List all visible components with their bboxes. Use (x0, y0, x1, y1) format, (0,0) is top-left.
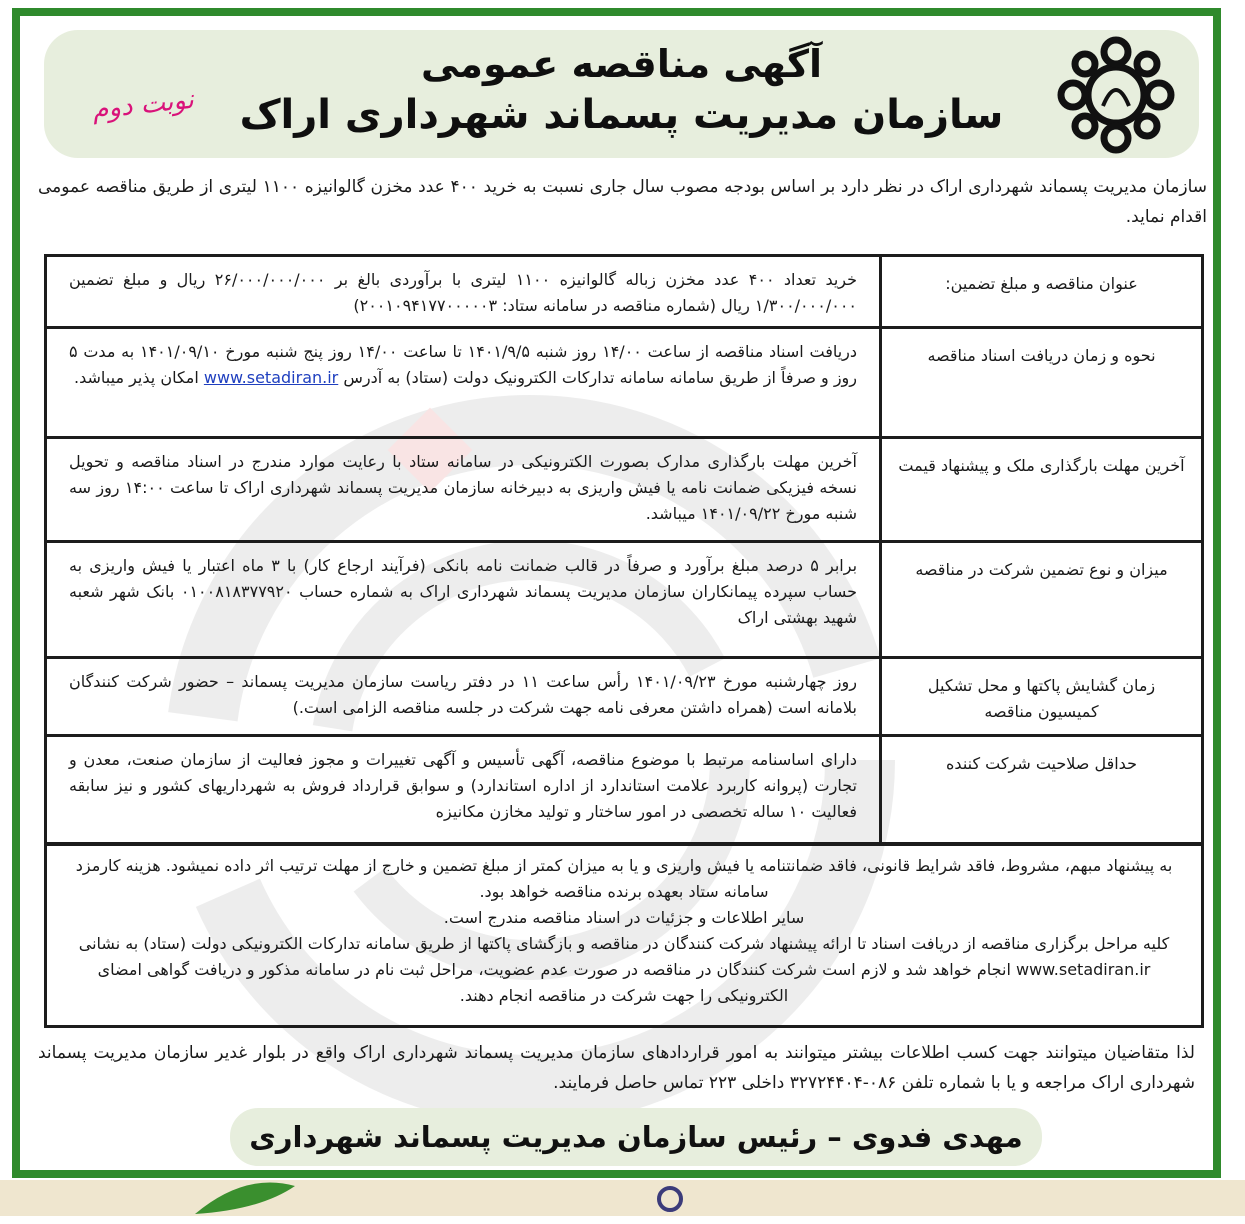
table-row (47, 439, 1201, 543)
row-value: روز چهارشنبه مورخ ۱۴۰۱/۰۹/۲۳ رأس ساعت ۱۱ در دفتر ریاست سازمان مدیریت پسماند – حضور شرکت کنندگان بلامانه است (همراه داشتن معرفی نامه جهت شرکت در جلسه مناقصه الزامی است.) (69, 672, 857, 717)
tender-details-table (44, 254, 1204, 846)
notice-content (32, 26, 1213, 1168)
bottom-strip (0, 1180, 1245, 1216)
terms-box (44, 842, 1204, 1028)
row-value-text: دریافت اسناد مناقصه از ساعت ۱۴/۰۰ روز شنبه ۱۴۰۱/۹/۵ تا ساعت ۱۴/۰۰ روز پنج شنبه مورخ ۱۴۰۱/۰۹/۱۰ به مدت ۵ روز و صرفاً از طریق سامانه سامانه تدارکات الکترونیک دولت (ستاد) به آدرس (69, 342, 858, 387)
header-banner (44, 30, 1199, 158)
ornament-icon (640, 1184, 700, 1214)
row-value: برابر ۵ درصد مبلغ برآورد و صرفاً در قالب ضمانت نامه بانکی (فرآیند ارجاع کار) با ۳ ماه اعتبار یا فیش واریزی به حساب سپرده پیمانکاران سازمان مدیریت پسماند شهرداری اراک به شماره حساب ۰۱۰۰۸۱۸۳۷۷۹۲۰ بانک شهر شعبه شهید بهشتی اراک (69, 556, 858, 627)
row-value: خرید تعداد ۴۰۰ عدد مخزن زباله گالوانیزه ۱۱۰۰ لیتری با برآوردی بالغ بر ۲۶/۰۰۰/۰۰۰/۰۰۰ ریال و مبلغ تضمین ۱/۳۰۰/۰۰۰/۰۰۰ ریال (شماره مناقصه در سامانه ستاد: ۲۰۰۱۰۹۴۱۷۷۰۰۰۰۰۳) (69, 270, 858, 315)
terms-text: کلیه مراحل برگزاری مناقصه از دریافت اسناد تا ارائه پیشنهاد شرکت کنندگان در مناقصه و بازگشای پاکتها از طریق سامانه تدارکات الکترونیکی دولت (ستاد) به نشانی (78, 934, 1170, 953)
row-label: عنوان مناقصه و مبلغ تضمین: (879, 257, 1201, 326)
row-value: آخرین مهلت بارگذاری مدارک بصورت الکترونیکی در سامانه ستاد با رعایت موارد مندرج در اسناد مناقصه و تحویل نسخه فیزیکی ضمانت نامه یا فیش واریزی به دبیرخانه سازمان مدیریت پسماند شهرداری اراک تا ساعت ۱۴:۰۰ روز سه شنبه مورخ ۱۴۰۱/۰۹/۲۲ میباشد. (69, 452, 857, 523)
row-label: نحوه و زمان دریافت اسناد مناقصه (879, 329, 1201, 436)
signature: مهدی فدوی – رئیس سازمان مدیریت پسماند شهرداری (230, 1108, 1042, 1166)
terms-line: به پیشنهاد مبهم، مشروط، فاقد شرایط قانونی، فاقد ضمانتنامه یا فیش واریزی و یا به میزان کمتر از مبلغ تضمین و خارج از مهلت ترتیب اثر داده نمیشود. هزینه کارمزد سامانه ستاد بعهده برنده مناقصه خواهد بود. (75, 856, 1173, 901)
row-label: آخرین مهلت بارگذاری ملک و پیشنهاد قیمت (879, 439, 1201, 540)
terms-text: انجام خواهد شد و لازم است شرکت کنندگان در مناقصه در صورت عدم عضویت، مراحل ثبت نام در سامانه مذکور و دریافت گواهی امضای الکترونیکی را جهت شرکت در مناقصه انجام دهند. (97, 960, 1016, 1005)
row-label: حداقل صلاحیت شرکت کننده (879, 737, 1201, 843)
row-label: میزان و نوع تضمین شرکت در مناقصه (879, 543, 1201, 656)
terms-line: سایر اطلاعات و جزئیات در اسناد مناقصه مندرج است. (443, 908, 805, 927)
notice-title: آگهی مناقصه عمومی (420, 42, 823, 86)
table-row (47, 329, 1201, 439)
terms-line (65, 931, 1183, 1009)
organization-title: سازمان مدیریت پسماند شهرداری اراک (239, 92, 1004, 138)
table-row (47, 257, 1201, 329)
row-value: دارای اساسنامه مرتبط با موضوع مناقصه، آگهی تأسیس و آگهی تغییرات و مجوز فعالیت از سازمان صنعت، معدن و تجارت (پروانه کاربرد علامت استاندارد از اداره استاندارد) و سوابق قرارداد فروش به شهرداریهای کشور و نیز سابقه فعالیت ۱۰ ساله تخصصی در امور ساختار و تولید مخازن مکانیزه (69, 750, 857, 821)
round-tag: نوبت دوم (90, 84, 196, 126)
table-row (47, 659, 1201, 737)
leaf-icon (190, 1180, 300, 1216)
row-label: زمان گشایش پاکتها و محل تشکیل کمیسیون مناقصه (879, 659, 1201, 734)
setadiran-address[interactable]: www.setadiran.ir (1015, 960, 1151, 979)
row-value-text: امکان پذیر میباشد. (74, 368, 204, 387)
contact-paragraph: لذا متقاضیان میتوانند جهت کسب اطلاعات بیشتر میتوانند به امور قراردادهای سازمان مدیریت پسماند شهرداری اراک واقع در بلوار غدیر سازمان مدیریت پسماند شهرداری اراک مراجعه و یا با شماره تلفن ۰۸۶-۳۲۷۲۴۴۰۴ داخلی ۲۲۳ تماس حاصل فرمایند. (38, 1043, 1195, 1093)
setadiran-link[interactable]: www.setadiran.ir (203, 368, 339, 387)
table-row (47, 737, 1201, 843)
table-row (47, 543, 1201, 659)
intro-paragraph: سازمان مدیریت پسماند شهرداری اراک در نظر دارد بر اساس بودجه مصوب سال جاری نسبت به خرید ۴۰۰ عدد مخزن گالوانیزه ۱۱۰۰ لیتری از طریق مناقصه عمومی اقدام نماید. (38, 177, 1207, 227)
row-value (47, 329, 879, 436)
